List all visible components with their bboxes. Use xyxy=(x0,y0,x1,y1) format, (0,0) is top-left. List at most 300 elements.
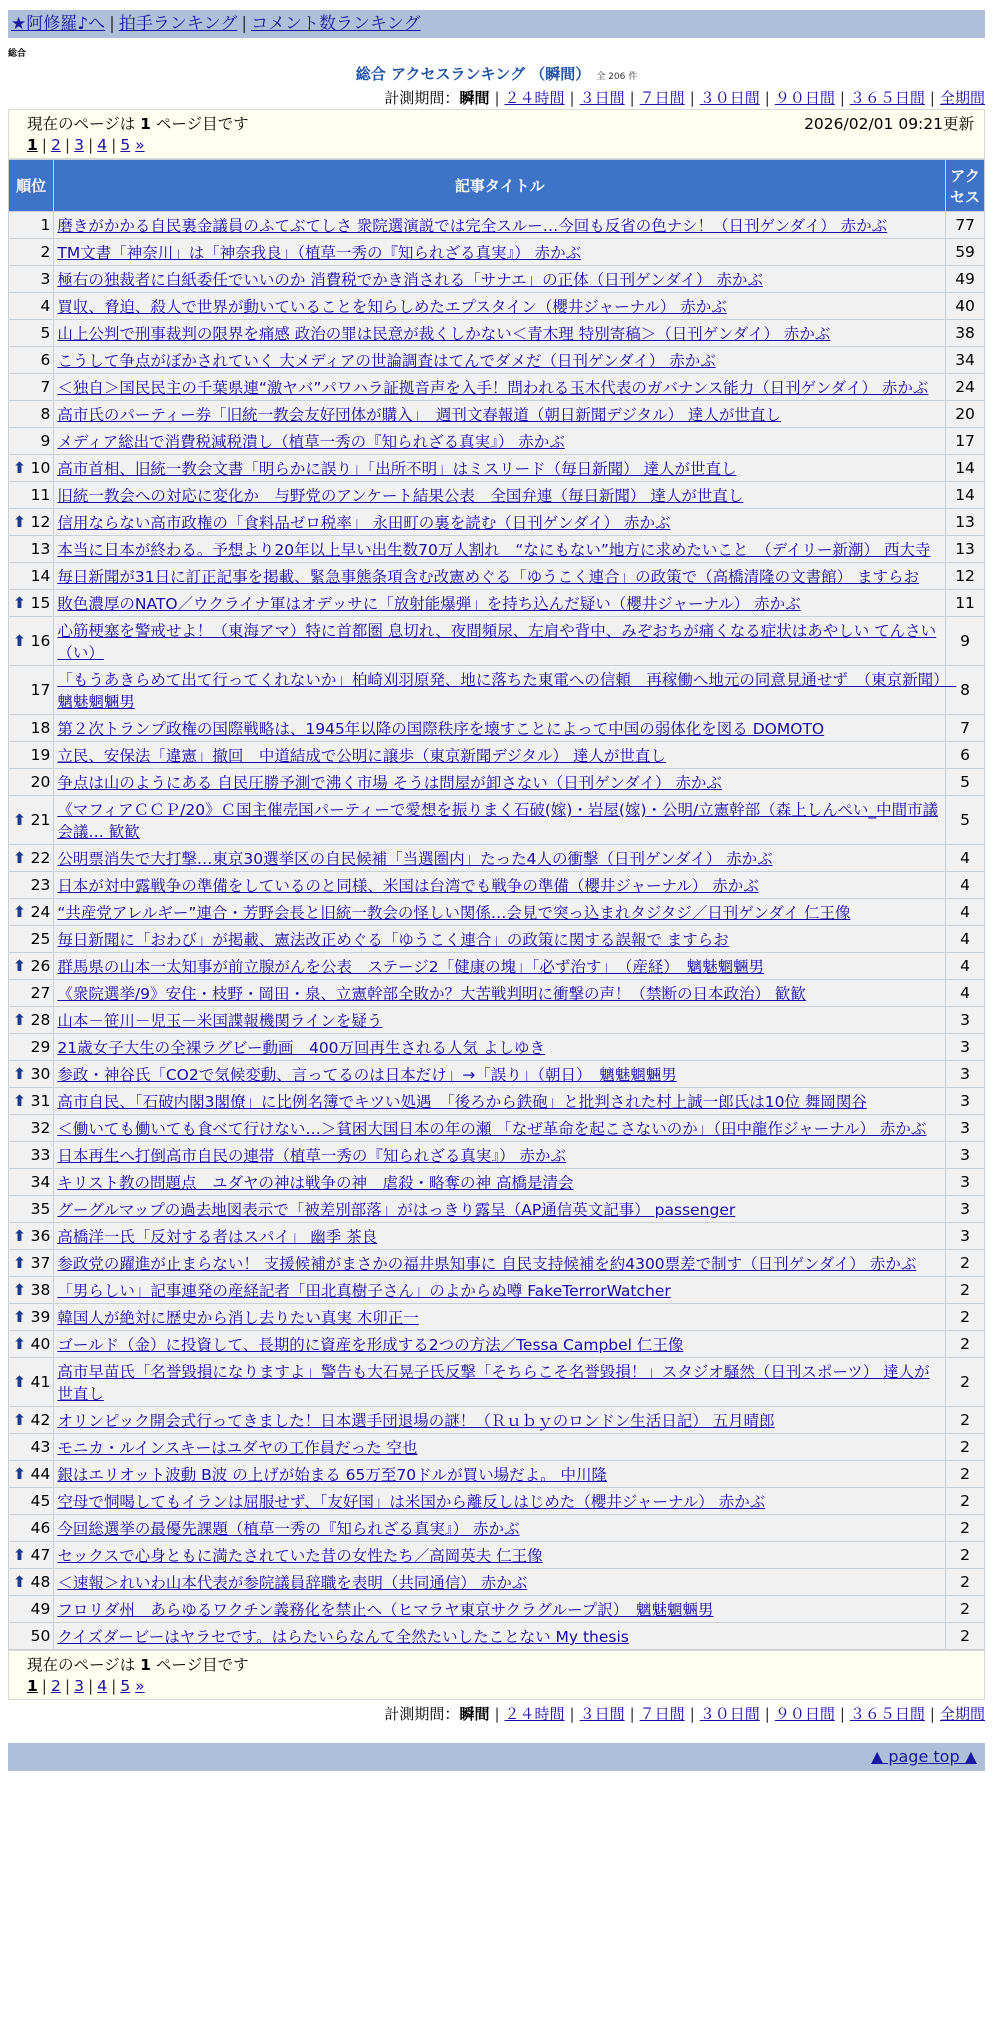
period-separator: | xyxy=(689,89,695,107)
table-row xyxy=(9,1488,985,1515)
period-link-2[interactable]: ３日間 xyxy=(579,89,625,107)
rank-number: 11 xyxy=(30,486,51,504)
article-link[interactable]: 高市氏のパーティー券「旧統一教会友好団体が購入」 週刊文春報道（朝日新聞デジタル） 達人が世直し xyxy=(57,406,781,424)
page-separator: | xyxy=(64,136,71,154)
table-row xyxy=(9,845,985,872)
access-count: 3 xyxy=(946,1223,985,1250)
page-separator: | xyxy=(41,136,48,154)
article-link[interactable]: 「もうあきらめて出て行ってくれないか」柏崎刈羽原発、地に落ちた東電への信頼 再稼働へ地元の同意見通せず （東京新聞） 魑魅魍魎男 xyxy=(57,671,957,711)
access-count: 2 xyxy=(946,1434,985,1461)
title-cell xyxy=(54,1142,946,1169)
title-cell xyxy=(54,845,946,872)
article-link[interactable]: 日本が対中露戦争の準備をしているのと同様、米国は台湾でも戦争の準備（櫻井ジャーナル） 赤かぶ xyxy=(57,877,759,895)
rank-cell xyxy=(9,796,54,845)
table-row xyxy=(9,590,985,617)
article-link[interactable]: 磨きがかかる自民裏金議員のふてぶてしさ 衆院選演説では完全スルー…今回も反省の色ナシ！（日刊ゲンダイ） 赤かぶ xyxy=(57,217,888,235)
article-link[interactable]: 山本－笹川－児玉－米国諜報機関ラインを疑う xyxy=(57,1012,383,1030)
rank-number: 23 xyxy=(30,876,51,894)
title-cell xyxy=(54,1407,946,1434)
table-row xyxy=(9,796,985,845)
rank-cell xyxy=(9,563,54,590)
period-separator: | xyxy=(569,1705,575,1723)
rank-up-arrow-icon: ⬆ xyxy=(13,1281,26,1299)
table-row xyxy=(9,715,985,742)
total-count: 全 206 件 xyxy=(596,72,638,82)
period-current: 瞬間 xyxy=(459,1705,490,1723)
access-count: 34 xyxy=(946,347,985,374)
period-separator: | xyxy=(689,1705,695,1723)
period-link-1[interactable]: ２４時間 xyxy=(504,89,565,107)
access-count: 2 xyxy=(946,1515,985,1542)
table-row xyxy=(9,293,985,320)
top-nav-bar xyxy=(8,10,985,38)
rank-number: 9 xyxy=(40,432,51,450)
table-header-row xyxy=(9,160,985,212)
article-link[interactable]: 立民、安保法「違憲」撤回 中道結成で公明に譲歩（東京新聞デジタル） 達人が世直し xyxy=(57,747,666,765)
article-link[interactable]: 本当に日本が終わる。予想より20年以上早い出生数70万人割れ “なにもない”地方に求めたいこと （デイリー新潮） 西大寺 xyxy=(57,541,931,559)
rank-cell xyxy=(9,1277,54,1304)
title-cell xyxy=(54,1223,946,1250)
article-link[interactable]: 山上公判で刑事裁判の限界を痛感 政治の罪は民意が裁くしかない＜青木理 特別寄稿＞（日刊ゲンダイ） 赤かぶ xyxy=(57,325,831,343)
rank-up-arrow-icon: ⬆ xyxy=(13,903,26,921)
title-cell xyxy=(54,1461,946,1488)
period-label: 計測期間： xyxy=(384,1705,460,1723)
rank-number: 26 xyxy=(30,957,51,975)
period-link-5[interactable]: ９０日間 xyxy=(774,89,835,107)
rank-number: 3 xyxy=(40,270,51,288)
title-cell xyxy=(54,1623,946,1650)
nav-separator: | xyxy=(109,14,115,34)
access-count: 4 xyxy=(946,980,985,1007)
rank-number: 30 xyxy=(30,1065,51,1083)
article-link[interactable]: モニカ・ルインスキーはユダヤの工作員だった 空也 xyxy=(57,1439,418,1457)
access-count: 3 xyxy=(946,1007,985,1034)
rank-number: 43 xyxy=(30,1438,51,1456)
rank-number: 34 xyxy=(30,1173,51,1191)
period-link-7[interactable]: 全期間 xyxy=(939,89,985,107)
period-link-1[interactable]: ２４時間 xyxy=(504,1705,565,1723)
header-access: アクセス xyxy=(946,160,985,212)
rank-up-arrow-icon: ⬆ xyxy=(13,1254,26,1272)
rank-number: 4 xyxy=(40,297,51,315)
table-row xyxy=(9,212,985,239)
article-link[interactable]: グーグルマップの過去地図表示で「被差別部落」がはっきり露呈（AP通信英文記事） passenger xyxy=(57,1201,736,1219)
ranking-body xyxy=(9,212,985,1650)
article-link[interactable]: 心筋梗塞を警戒せよ！（東海アマ）特に首都圏 息切れ、夜間頻尿、左肩や背中、みぞおちが痛くなる症状はあやしい てんさい（い） xyxy=(57,622,937,662)
table-row xyxy=(9,872,985,899)
period-current: 瞬間 xyxy=(459,89,490,107)
access-count: 5 xyxy=(946,796,985,845)
access-count: 40 xyxy=(946,293,985,320)
rank-cell xyxy=(9,1169,54,1196)
page-link-3[interactable]: 3 xyxy=(74,1677,85,1695)
page-status-top xyxy=(8,109,985,159)
period-separator: | xyxy=(929,1705,935,1723)
article-link[interactable]: TM文書「神奈川」は「神奈我良」（植草一秀の『知られざる真実』） 赤かぶ xyxy=(57,244,582,262)
table-row xyxy=(9,953,985,980)
rank-cell xyxy=(9,1596,54,1623)
access-count: 59 xyxy=(946,239,985,266)
page-link-4[interactable]: 4 xyxy=(97,1677,108,1695)
article-link[interactable]: 公明票消失で大打撃…東京30選挙区の自民候補「当選圏内」たった4人の衝撃（日刊ゲンダイ） 赤かぶ xyxy=(57,850,773,868)
table-row xyxy=(9,980,985,1007)
current-page-text: 現在のページは 1 ページ目です xyxy=(27,1656,249,1674)
access-count: 2 xyxy=(946,1304,985,1331)
table-row xyxy=(9,899,985,926)
article-link[interactable]: 日本再生へ打倒高市自民の連帯（植草一秀の『知られざる真実』） 赤かぶ xyxy=(57,1147,567,1165)
table-row xyxy=(9,455,985,482)
ranking-table xyxy=(8,159,985,1650)
rank-number: 18 xyxy=(30,719,51,737)
rank-cell xyxy=(9,1304,54,1331)
rank-cell xyxy=(9,266,54,293)
article-link[interactable]: 韓国人が絶対に歴史から消し去りたい真実 木卯正一 xyxy=(57,1309,419,1327)
period-link-4[interactable]: ３０日間 xyxy=(699,89,760,107)
period-separator: | xyxy=(494,1705,500,1723)
table-row xyxy=(9,320,985,347)
rank-number: 8 xyxy=(40,405,51,423)
table-row xyxy=(9,563,985,590)
rank-up-arrow-icon: ⬆ xyxy=(13,632,26,650)
rank-cell xyxy=(9,455,54,482)
title-cell xyxy=(54,1596,946,1623)
access-count: 2 xyxy=(946,1331,985,1358)
period-separator: | xyxy=(839,1705,845,1723)
rank-cell xyxy=(9,1250,54,1277)
access-count: 2 xyxy=(946,1277,985,1304)
rank-number: 7 xyxy=(40,378,51,396)
header-rank: 順位 xyxy=(9,160,54,212)
access-count: 2 xyxy=(946,1461,985,1488)
table-row xyxy=(9,1461,985,1488)
access-count: 13 xyxy=(946,536,985,563)
access-count: 14 xyxy=(946,455,985,482)
table-row xyxy=(9,536,985,563)
article-link[interactable]: 空母で恫喝してもイランは屈服せず、「友好国」は米国から離反しはじめた（櫻井ジャーナル） 赤かぶ xyxy=(57,1493,766,1511)
table-row xyxy=(9,1007,985,1034)
rank-number: 38 xyxy=(30,1281,51,1299)
article-link[interactable]: 毎日新聞が31日に訂正記事を掲載、緊急事態条項含む改憲めぐる「ゆうこく連合」の政策で（高橋清隆の文書館） ますらお xyxy=(57,568,920,586)
pagination-top xyxy=(27,134,974,156)
title-cell xyxy=(54,715,946,742)
page-link-2[interactable]: 2 xyxy=(51,136,61,154)
rank-cell xyxy=(9,1061,54,1088)
article-link[interactable]: 《衆院選挙/9》安住・枝野・岡田・泉、立憲幹部全敗か？大苦戦判明に衝撃の声！（禁断の日本政治） 歓歓 xyxy=(57,985,806,1003)
title-cell xyxy=(54,617,946,666)
rank-number: 20 xyxy=(30,773,51,791)
rank-up-arrow-icon: ⬆ xyxy=(13,957,26,975)
rank-cell xyxy=(9,1034,54,1061)
page-link-5[interactable]: 5 xyxy=(120,136,131,154)
rank-cell xyxy=(9,1569,54,1596)
article-link[interactable]: 敗色濃厚のNATO／ウクライナ軍はオデッサに「放射能爆弾」を持ち込んだ疑い（櫻井ジャーナル） 赤かぶ xyxy=(57,595,801,613)
rank-number: 41 xyxy=(30,1373,51,1391)
title-cell xyxy=(54,563,946,590)
table-row xyxy=(9,1358,985,1407)
title-cell xyxy=(54,953,946,980)
table-row xyxy=(9,509,985,536)
page-current: 1 xyxy=(27,136,38,154)
period-link-6[interactable]: ３６５日間 xyxy=(849,89,925,107)
rank-cell xyxy=(9,926,54,953)
rank-number: 35 xyxy=(30,1200,51,1218)
rank-cell xyxy=(9,980,54,1007)
rank-cell xyxy=(9,428,54,455)
rank-number: 14 xyxy=(30,567,51,585)
period-link-2[interactable]: ３日間 xyxy=(579,1705,625,1723)
title-cell xyxy=(54,1007,946,1034)
access-count: 4 xyxy=(946,926,985,953)
table-row xyxy=(9,1061,985,1088)
article-link[interactable]: 参政・神谷氏「CO2で気候変動、言ってるのは日本だけ」→「誤り」（朝日） 魑魅魍魎男 xyxy=(57,1066,677,1084)
access-count: 49 xyxy=(946,266,985,293)
article-link[interactable]: オリンピック開会式行ってきました！日本選手団退場の謎！（Ｒｕｂｙのロンドン生活日記） 五月晴郎 xyxy=(57,1412,775,1430)
article-link[interactable]: 参政党の躍進が止まらない！ 支援候補がまさかの福井県知事に 自民支持候補を約4300票差で制す（日刊ゲンダイ） 赤かぶ xyxy=(57,1255,917,1273)
title-cell xyxy=(54,212,946,239)
rank-number: 40 xyxy=(30,1335,51,1353)
rank-number: 6 xyxy=(40,351,51,369)
table-row xyxy=(9,1169,985,1196)
title-cell xyxy=(54,455,946,482)
article-link[interactable]: ＜独自＞国民民主の千葉県連“激ヤバ”パワハラ証拠音声を入手！問われる玉木代表のガバナンス能力（日刊ゲンダイ） 赤かぶ xyxy=(57,379,929,397)
page-link-3[interactable]: 3 xyxy=(74,136,85,154)
rank-cell xyxy=(9,1196,54,1223)
article-link[interactable]: 高市首相、旧統一教会文書「明らかに誤り」「出所不明」はミスリード（毎日新聞） 達人が世直し xyxy=(57,460,737,478)
rank-number: 44 xyxy=(30,1465,51,1483)
access-count: 2 xyxy=(946,1623,985,1650)
rank-number: 1 xyxy=(40,216,51,234)
rank-number: 27 xyxy=(30,984,51,1002)
access-count: 17 xyxy=(946,428,985,455)
title-cell xyxy=(54,1569,946,1596)
article-link[interactable]: こうして争点がぼかされていく 大メディアの世論調査はてんでダメだ（日刊ゲンダイ） 赤かぶ xyxy=(57,352,716,370)
access-count: 24 xyxy=(946,374,985,401)
ranking-title xyxy=(0,64,993,84)
period-separator: | xyxy=(494,89,500,107)
page-next-link[interactable]: » xyxy=(135,1677,145,1695)
page-separator: | xyxy=(88,1677,94,1695)
access-count: 3 xyxy=(946,1196,985,1223)
rank-up-arrow-icon: ⬆ xyxy=(13,1065,26,1083)
access-count: 38 xyxy=(946,320,985,347)
rank-number: 24 xyxy=(30,903,51,921)
rank-up-arrow-icon: ⬆ xyxy=(13,1411,26,1429)
rank-cell xyxy=(9,1461,54,1488)
article-link[interactable]: クイズダービーはヤラセです。はらたいらなんて全然たいしたことない My thesis xyxy=(57,1628,629,1646)
rank-cell xyxy=(9,1088,54,1115)
access-count: 2 xyxy=(946,1569,985,1596)
rank-number: 5 xyxy=(40,324,51,342)
rank-cell xyxy=(9,1331,54,1358)
rank-cell xyxy=(9,899,54,926)
table-row xyxy=(9,769,985,796)
title-cell xyxy=(54,1515,946,1542)
title-cell xyxy=(54,374,946,401)
title-cell xyxy=(54,1358,946,1407)
access-count: 8 xyxy=(946,666,985,715)
rank-number: 37 xyxy=(30,1254,51,1272)
period-link-6[interactable]: ３６５日間 xyxy=(849,1705,925,1723)
period-selector-top xyxy=(8,87,985,109)
title-cell xyxy=(54,1169,946,1196)
rank-up-arrow-icon: ⬆ xyxy=(13,513,26,531)
rank-number: 16 xyxy=(30,632,51,650)
rank-cell xyxy=(9,715,54,742)
rank-number: 48 xyxy=(30,1573,51,1591)
access-count: 3 xyxy=(946,1169,985,1196)
article-link[interactable]: 21歳女子大生の全裸ラグビー動画 400万回再生される人気 よしゆき xyxy=(57,1039,545,1057)
title-cell xyxy=(54,796,946,845)
title-cell xyxy=(54,1434,946,1461)
rank-cell xyxy=(9,1115,54,1142)
table-row xyxy=(9,666,985,715)
article-link[interactable]: ゴールド（金）に投資して、長期的に資産を形成する2つの方法／Tessa Campbel 仁王像 xyxy=(57,1336,684,1354)
article-link[interactable]: 高市早苗氏「名誉毀損になりますよ」警告も大石晃子氏反撃「そちらこそ名誉毀損！」スタジオ騒然（日刊スポーツ） 達人が世直し xyxy=(57,1363,930,1403)
current-page-text: 現在のページは 1 ページ目です xyxy=(27,115,249,133)
rank-number: 49 xyxy=(30,1600,51,1618)
rank-cell xyxy=(9,769,54,796)
table-row xyxy=(9,374,985,401)
pagination-bottom xyxy=(27,1675,974,1697)
rank-number: 39 xyxy=(30,1308,51,1326)
article-link[interactable]: 買収、脅迫、殺人で世界が動いていることを知らしめたエプスタイン（櫻井ジャーナル） 赤かぶ xyxy=(57,298,727,316)
access-count: 4 xyxy=(946,845,985,872)
period-link-7[interactable]: 全期間 xyxy=(939,1705,985,1723)
access-count: 3 xyxy=(946,1061,985,1088)
access-count: 11 xyxy=(946,590,985,617)
rank-up-arrow-icon: ⬆ xyxy=(13,1011,26,1029)
article-link[interactable]: 群馬県の山本一太知事が前立腺がんを公表 ステージ2「健康の塊」「必ず治す」 （産経） 魑魅魍魎男 xyxy=(57,958,765,976)
rank-up-arrow-icon: ⬆ xyxy=(13,594,26,612)
rank-cell xyxy=(9,1515,54,1542)
nav-link-comment-ranking[interactable]: コメント数ランキング xyxy=(251,14,421,34)
rank-number: 42 xyxy=(30,1411,51,1429)
article-link[interactable]: 今回総選挙の最優先課題（植草一秀の『知られざる真実』） 赤かぶ xyxy=(57,1520,520,1538)
period-link-4[interactable]: ３０日間 xyxy=(699,1705,760,1723)
article-link[interactable]: 争点は山のようにある 自民圧勝予測で沸く市場 そうは問屋が卸さない（日刊ゲンダイ） 赤かぶ xyxy=(57,774,722,792)
table-row xyxy=(9,1142,985,1169)
page-link-2[interactable]: 2 xyxy=(51,1677,61,1695)
rank-up-arrow-icon: ⬆ xyxy=(13,849,26,867)
rank-up-arrow-icon: ⬆ xyxy=(13,1092,26,1110)
rank-cell xyxy=(9,1488,54,1515)
rank-cell xyxy=(9,1542,54,1569)
rank-number: 31 xyxy=(30,1092,51,1110)
period-link-5[interactable]: ９０日間 xyxy=(774,1705,835,1723)
period-label: 計測期間： xyxy=(384,89,460,107)
title-cell xyxy=(54,1277,946,1304)
rank-up-arrow-icon: ⬆ xyxy=(13,1373,26,1391)
article-link[interactable]: 《マフィアＣＣＰ/20》Ｃ国主催売国パーティーで愛想を振りまく石破(嫁)・岩屋(嫁)・公明/立憲幹部（森上しんぺい_中間市議会議… 歓歓 xyxy=(57,801,939,841)
page-top-link[interactable]: ▲ page top ▲ xyxy=(870,1747,977,1766)
page-link-5[interactable]: 5 xyxy=(120,1677,131,1695)
table-row xyxy=(9,1088,985,1115)
page-separator: | xyxy=(88,136,94,154)
article-link[interactable]: “共産党アレルギー”連合・芳野会長と旧統一教会の怪しい関係…会見で突っ込まれタジタジ／日刊ゲンダイ 仁王像 xyxy=(57,904,851,922)
title-cell xyxy=(54,1088,946,1115)
rank-number: 19 xyxy=(30,746,51,764)
access-count: 9 xyxy=(946,617,985,666)
title-cell xyxy=(54,1542,946,1569)
rank-cell xyxy=(9,293,54,320)
page-link-4[interactable]: 4 xyxy=(97,136,108,154)
article-link[interactable]: 旧統一教会への対応に変化か 与野党のアンケート結果公表 全国弁連（毎日新聞） 達人が世直し xyxy=(57,487,744,505)
rank-number: 21 xyxy=(30,811,51,829)
rank-cell xyxy=(9,953,54,980)
period-link-3[interactable]: ７日間 xyxy=(639,89,685,107)
period-separator: | xyxy=(764,1705,770,1723)
table-row xyxy=(9,347,985,374)
rank-cell xyxy=(9,347,54,374)
rank-cell xyxy=(9,590,54,617)
article-link[interactable]: セックスで心身ともに満たされていた昔の女性たち／高岡英夫 仁王像 xyxy=(57,1547,543,1565)
access-count: 2 xyxy=(946,1407,985,1434)
title-cell xyxy=(54,347,946,374)
page-separator: | xyxy=(111,136,117,154)
title-cell xyxy=(54,1304,946,1331)
rank-number: 17 xyxy=(30,681,51,699)
article-link[interactable]: 極右の独裁者に白紙委任でいいのか 消費税でかき消される「サナエ」の正体（日刊ゲンダイ） 赤かぶ xyxy=(57,271,763,289)
article-link[interactable]: ＜働いても働いても食べて行けない…＞貧困大国日本の年の瀬 「なぜ革命を起こさないのか」（田中龍作ジャーナル） 赤かぶ xyxy=(57,1120,927,1138)
rank-number: 32 xyxy=(30,1119,51,1137)
title-cell xyxy=(54,1331,946,1358)
rank-cell xyxy=(9,1007,54,1034)
rank-cell xyxy=(9,536,54,563)
article-link[interactable]: 第２次トランプ政権の国際戦略は、1945年以降の国際秩序を壊すことによって中国の弱体化を図る DOMOTO xyxy=(57,720,825,738)
period-separator: | xyxy=(569,89,575,107)
article-link[interactable]: 高市自民、「石破内閣3閣僚」に比例名簿でキツい処遇 「後ろから鉄砲」と批判された村上誠一郎氏は10位 舞岡関谷 xyxy=(57,1093,867,1111)
page-next-link[interactable]: » xyxy=(135,136,145,154)
table-row xyxy=(9,1277,985,1304)
article-link[interactable]: キリスト教の問題点 ユダヤの神は戦争の神 虐殺・略奪の神 高橋是清会 xyxy=(57,1174,574,1192)
title-cell xyxy=(54,482,946,509)
rank-cell xyxy=(9,1434,54,1461)
article-link[interactable]: 高橋洋一氏「反対する者はスパイ」 幽季 茶良 xyxy=(57,1228,378,1246)
table-row xyxy=(9,1407,985,1434)
period-separator: | xyxy=(629,89,635,107)
access-count: 4 xyxy=(946,899,985,926)
article-link[interactable]: 銀はエリオット波動 B波 の上げが始まる 65万至70ドルが買い場だよ。 中川隆 xyxy=(57,1466,608,1484)
title-cell xyxy=(54,1061,946,1088)
article-link[interactable]: 信用ならない高市政権の「食料品ゼロ税率」 永田町の裏を読む（日刊ゲンダイ） 赤かぶ xyxy=(57,514,671,532)
page-current: 1 xyxy=(27,1677,38,1695)
rank-number: 10 xyxy=(30,459,51,477)
article-link[interactable]: 「男らしい」記事連発の産経記者「田北真樹子さん」のよからぬ噂 FakeTerrorWatcher xyxy=(57,1282,671,1300)
title-cell xyxy=(54,1250,946,1277)
access-count: 77 xyxy=(946,212,985,239)
nav-link-clap-ranking[interactable]: 拍手ランキング xyxy=(118,14,238,34)
access-count: 13 xyxy=(946,509,985,536)
title-cell xyxy=(54,401,946,428)
table-row xyxy=(9,926,985,953)
article-link[interactable]: 毎日新聞に「おわび」が掲載、憲法改正めぐる「ゆうこく連合」の政策に関する誤報で ますらお xyxy=(57,931,729,949)
rank-number: 33 xyxy=(30,1146,51,1164)
article-link[interactable]: ＜速報＞れいわ山本代表が参院議員辞職を表明（共同通信） 赤かぶ xyxy=(57,1574,528,1592)
updated-timestamp: 2026/02/01 09:21更新 xyxy=(804,115,974,133)
article-link[interactable]: フロリダ州 あらゆるワクチン義務化を禁止へ（ヒマラヤ東京サクラグループ訳） 魑魅魍魎男 xyxy=(57,1601,714,1619)
rank-cell xyxy=(9,482,54,509)
table-row xyxy=(9,1596,985,1623)
rank-number: 47 xyxy=(30,1546,51,1564)
nav-link-asyura[interactable]: ★阿修羅♪へ xyxy=(11,14,106,34)
title-cell xyxy=(54,536,946,563)
rank-up-arrow-icon: ⬆ xyxy=(13,1308,26,1326)
page-separator: | xyxy=(64,1677,71,1695)
period-link-3[interactable]: ７日間 xyxy=(639,1705,685,1723)
access-count: 7 xyxy=(946,715,985,742)
article-link[interactable]: メディア総出で消費税減税潰し（植草一秀の『知られざる真実』） 赤かぶ xyxy=(57,433,565,451)
rank-cell xyxy=(9,1223,54,1250)
